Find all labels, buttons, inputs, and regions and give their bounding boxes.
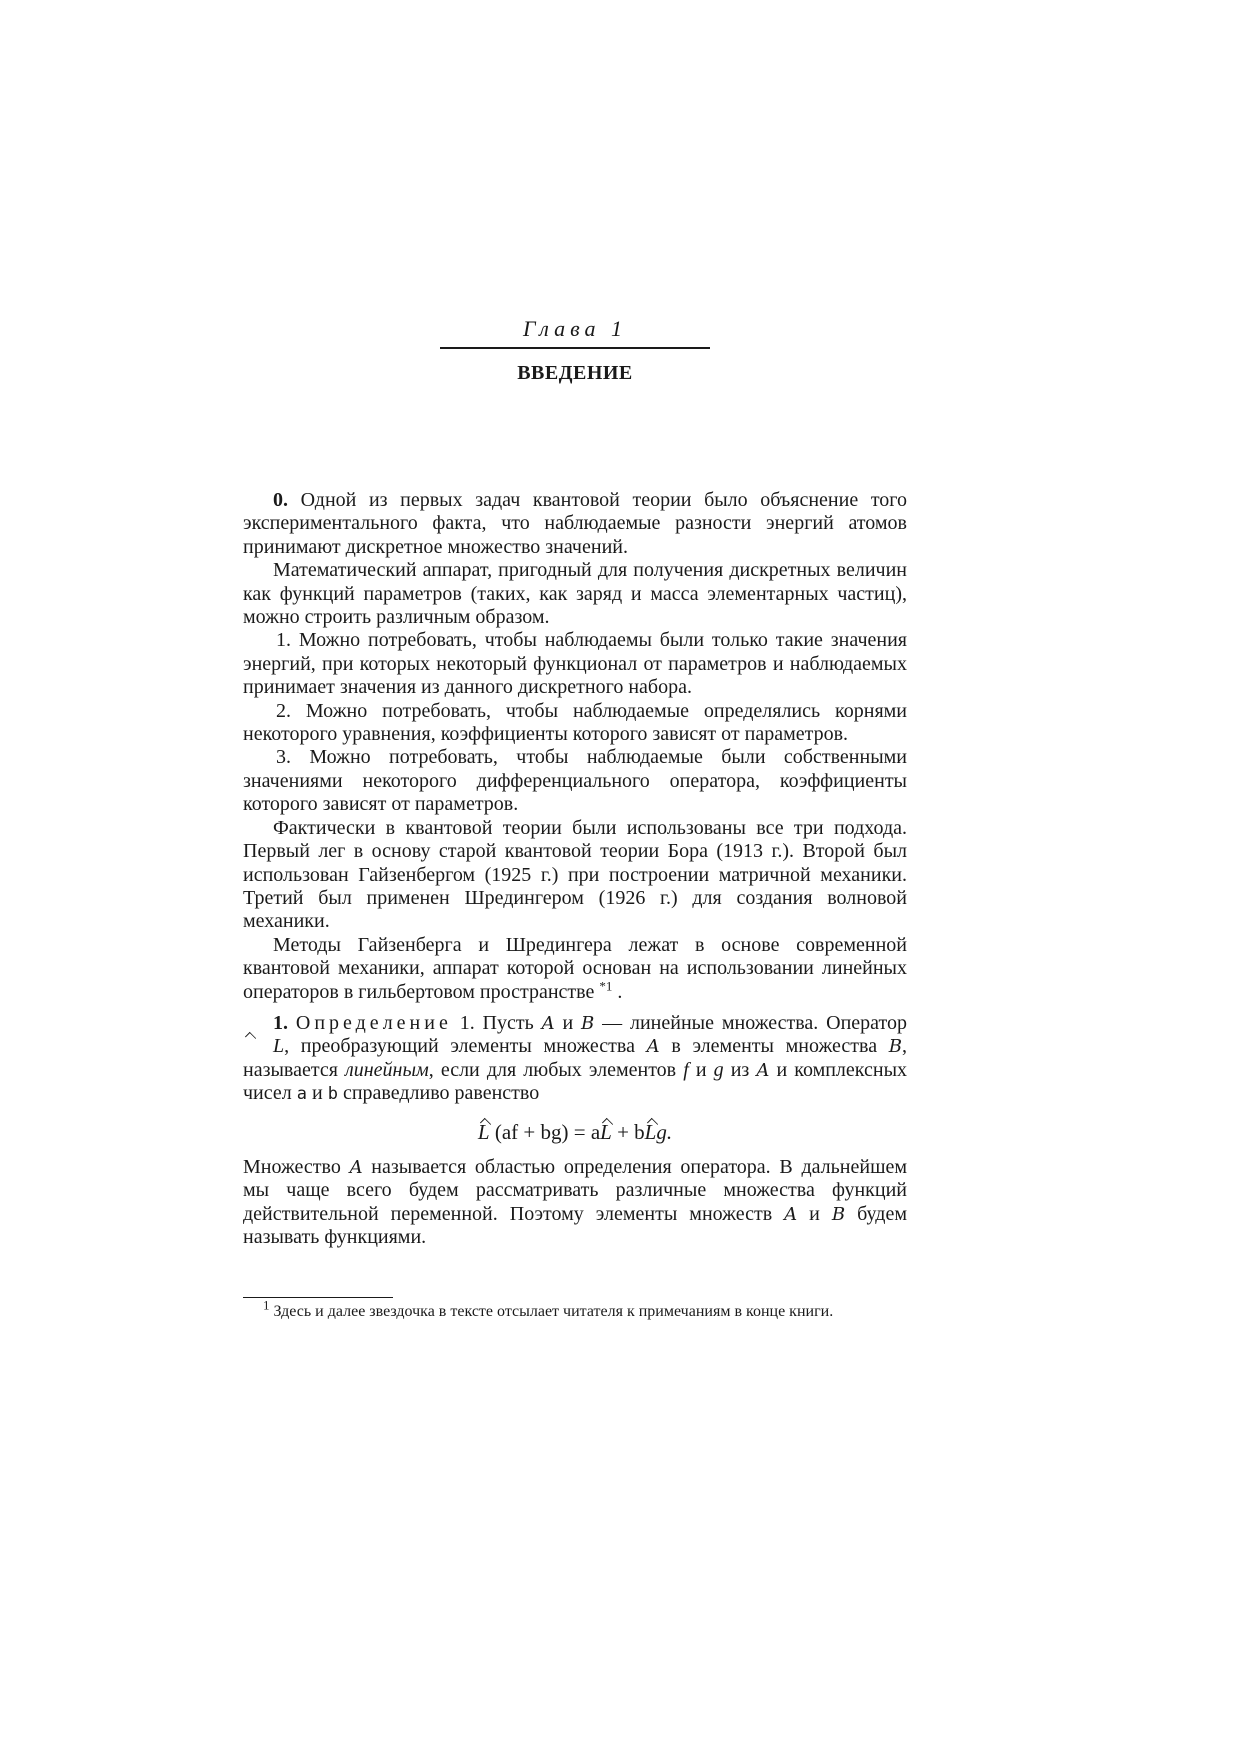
definition-paragraph [243,1012,907,1107]
chapter-rule [440,347,710,349]
set-a-symbol: A [541,1012,555,1034]
constant-a: a [296,1084,307,1105]
set-a-symbol: A [756,1059,770,1081]
footnote-mark: 1 [263,1297,270,1313]
paragraph-1: Математический аппарат, пригодный для получения дискретных величин как функций параметров (таких, как заряд и масса элементарных частиц), можно строить различным образом. [243,559,907,629]
text-run: , преобразующий элементы множества [284,1035,647,1058]
list-item-3: 3. Можно потребовать, чтобы наблюдаемые были собственными значениями некоторого дифференциального оператора, коэффициенты которого зависят от параметров. [243,746,907,816]
formula-mid: + b [611,1119,645,1144]
section-number: 0. [273,489,288,511]
set-b-symbol: B [888,1036,902,1058]
set-a-symbol: A [784,1203,798,1225]
text-run: и комплексных чисел [243,1058,908,1105]
text-run: будем называть функциями. [243,1202,907,1249]
paragraph-text: Одной из первых задач квантовой теории было объяснение того экспериментального факта, что наблюдаемые разности энергий атомов принимают дискретное множество значений. [243,489,907,558]
footnote [243,1297,907,1322]
chapter-title: ВВЕДЕНИЕ [517,362,633,384]
paragraph-5: Фактически в квантовой теории были использованы все три подхода. Первый лег в основу старой квантовой теории Бора (1913 г.). Второй был использован Гайзенбергом (1925 г.) при построении матричной механики. Третий был применен Шредингером (1926 г.) для создания волновой механики. [243,816,907,933]
operator-symbol: L [477,1119,490,1144]
closing-paragraph [243,1156,907,1250]
list-item-1: 1. Можно потребовать, чтобы наблюдаемы были только такие значения энергий, при которых некоторый функционал от параметров и наблюдаемых принимает значения из данного дискретного набора. [243,629,907,699]
definition-word: Определение [295,1011,452,1034]
variable-g: g [713,1058,724,1081]
set-b-symbol: B [831,1203,846,1225]
chapter-label: Глава 1 [522,316,628,341]
operator-symbol: L [600,1119,612,1144]
text-run: и [554,1011,582,1034]
formula-lhs: (af + bg) = a [494,1119,601,1144]
text-run: из [723,1058,757,1081]
body-text [243,489,907,1250]
text-run: 1. Пусть [451,1011,542,1034]
text-run: и [307,1082,328,1105]
set-a-symbol: A [349,1156,363,1178]
paragraph-0 [243,489,907,559]
emphasis-linear: линейным [345,1058,429,1081]
section-number: 1. [273,1011,288,1034]
constant-b: b [327,1084,338,1105]
set-a-symbol: A [646,1036,660,1058]
text-run: Множество [243,1155,350,1178]
text-run: — линейные множества. Оператор [594,1011,908,1034]
text-run: в элементы множества [659,1035,889,1058]
set-b-symbol: B [581,1012,595,1034]
text-run: , если для любых элементов [428,1058,684,1081]
list-item-2: 2. Можно потребовать, чтобы наблюдаемые определялись корнями некоторого уравнения, коэффициенты которого зависят от параметров. [243,699,907,746]
text-run: называется областью определения оператора. В дальнейшем мы чаще всего будем рассматривать различные множества функций действительной переменной. Поэтому элементы множеств [243,1155,908,1225]
operator-symbol: L [243,1035,284,1058]
operator-symbol: L [644,1119,657,1144]
variable-f: f [683,1058,689,1081]
text-run: справедливо равенство [337,1082,540,1105]
paragraph-text: Методы Гайзенберга и Шредингера лежат в основе современной квантовой механики, аппарат которой основан на использовании линейных операторов в гильбертовом пространстве [243,933,907,1003]
text-run: и [797,1202,832,1225]
text-run: , называется [243,1035,907,1081]
linearity-formula [243,1121,907,1144]
formula-rhs: g. [656,1119,673,1144]
text-run: и [688,1058,714,1081]
footnote-ref: *1 [599,977,613,993]
paragraph-end: . [612,980,623,1003]
footnote-text: Здесь и далее звездочка в тексте отсылает читателя к примечаниям в конце книги. [269,1303,834,1320]
paragraph-6 [243,934,907,1004]
